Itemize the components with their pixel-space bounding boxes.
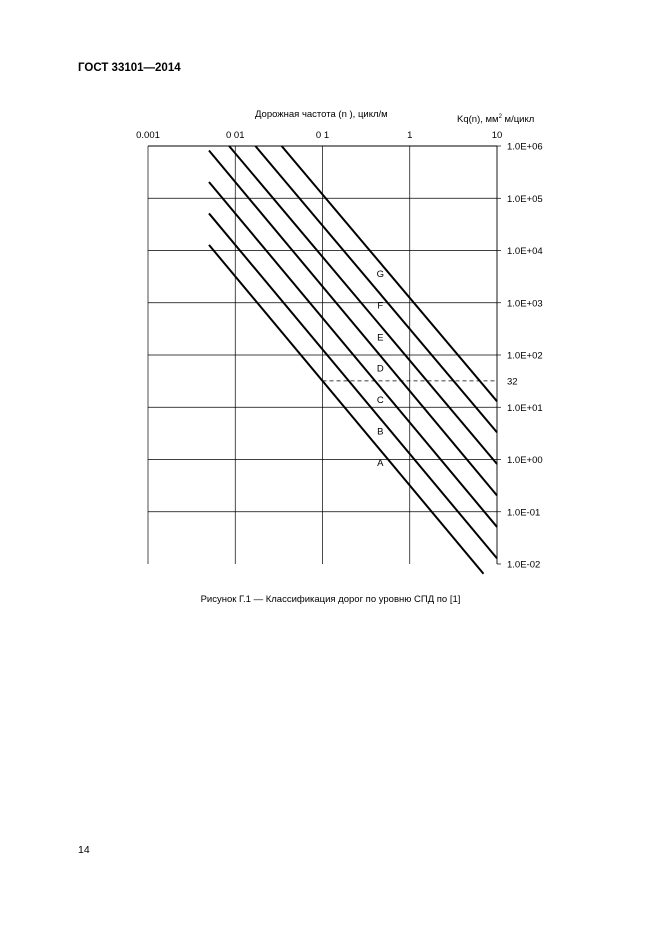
x-tick-label: 10 [491, 130, 503, 141]
series-line-d [209, 151, 497, 496]
x-tick-label: 0 1 [315, 130, 330, 141]
series-label-c: C [376, 395, 384, 407]
x-tick-label: 0 01 [226, 130, 245, 141]
y-tick-label: 1.0E-02 [507, 559, 541, 571]
series-label-f: F [377, 300, 384, 312]
series-line-e [229, 146, 497, 464]
series-label-e: E [377, 332, 384, 344]
y-tick-label: 1.0E+03 [507, 298, 543, 310]
figure-caption: Рисунок Г.1 — Классификация дорог по уровню СПД по [1] [200, 594, 461, 605]
y-axis-title-sup: 2 [498, 114, 502, 120]
series-line-c [209, 182, 497, 527]
page-number: 14 [78, 844, 90, 856]
y-tick-label: 1.0E+06 [507, 141, 543, 153]
y-axis-title-tail: м/цикл [501, 114, 535, 126]
y-tick-label: 1.0E+04 [507, 246, 543, 257]
series-label-a: A [377, 458, 384, 470]
y-tick-label: 1.0E+01 [507, 402, 543, 414]
series-line-a [209, 245, 483, 574]
series-label-d: D [376, 363, 384, 375]
x-tick-label: 0.001 [136, 130, 160, 141]
y-tick-label: 1.0E+05 [507, 193, 543, 205]
x-tick-label: 1 [407, 130, 413, 141]
series-line-b [209, 213, 497, 558]
x-axis-title: Дорожная частота (n ), цикл/м [255, 109, 388, 120]
y-tick-label: 1.0E+02 [507, 350, 543, 362]
series-label-b: B [377, 426, 384, 438]
chart-tick-labels [136, 130, 543, 571]
threshold-label: 32 [507, 376, 518, 388]
series-label-g: G [376, 269, 385, 281]
y-tick-label: 1.0E+00 [507, 455, 543, 466]
document-header: ГОСТ 33101—2014 [78, 62, 181, 74]
chart-series [209, 146, 497, 574]
y-axis-title-main: Kq(n), мм [457, 114, 499, 126]
series-line-g [282, 146, 497, 401]
y-tick-label: 1.0E-01 [507, 507, 541, 519]
series-line-f [255, 146, 497, 432]
